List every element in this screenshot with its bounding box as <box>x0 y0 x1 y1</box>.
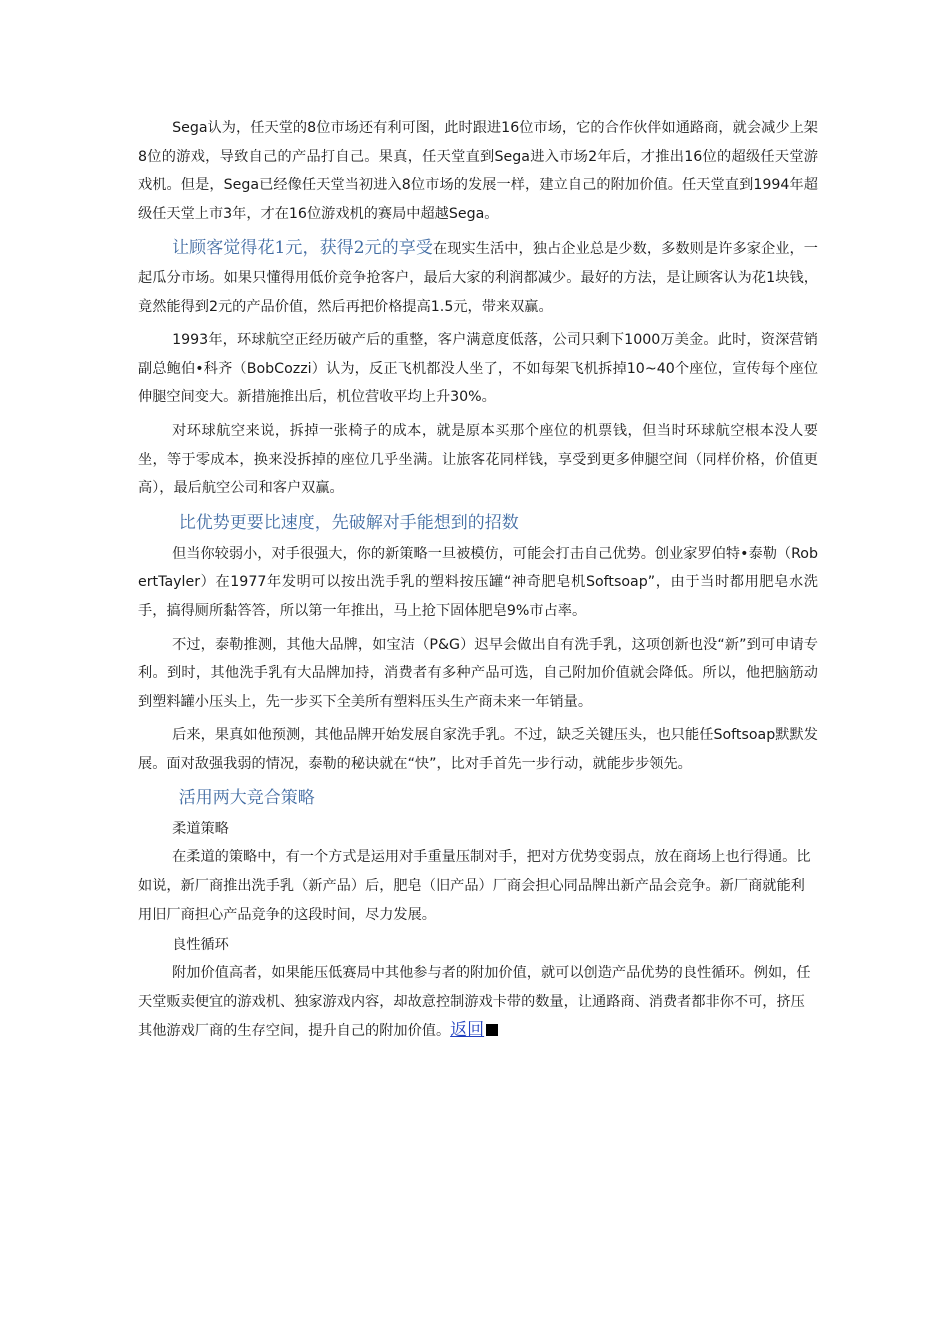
end-square-icon <box>486 1024 498 1036</box>
paragraph-softsoap-result: 后来，果真如他预测，其他品牌开始发展自家洗手乳。不过，缺乏关键压头，也只能任Softsoap默默发展。面对敌强我弱的情况，泰勒的秘诀就在“快”，比对手首先一步行动，就能步步领先。 <box>138 727 818 772</box>
section-heading-speed: 比优势更要比速度，先破解对手能想到的招数 <box>178 512 519 533</box>
paragraph-softsoap: 但当你较弱小，对手很强大，你的新策略一旦被模仿，可能会打击自己优势。创业家罗伯特•泰勒（RobertTayler）在1977年发明可以按出洗手乳的塑料按压罐“神奇肥皂机Softsoap”，由于当时都用肥皂水洗手，搞得厕所黏答答，所以第一年推出，马上抢下固体肥皂9%市占率。 <box>138 545 818 619</box>
subheading-judo: 柔道策略 <box>172 821 229 838</box>
document-page <box>138 114 818 1048</box>
paragraph-virtuous-cycle-body: 附加价值高者，如果能压低赛局中其他参与者的附加价值，就可以创造产品优势的良性循环。例如，任天堂贩卖便宜的游戏机、独家游戏内容，却故意控制游戏卡带的数量，让通路商、消费者都非你不可，挤压其他游戏厂商的生存空间，提升自己的附加价值。 <box>138 965 811 1040</box>
paragraph-twa: 1993年，环球航空正经历破产后的重整，客户满意度低落，公司只剩下1000万美金。此时，资深营销副总鲍伯•科齐（BobCozzi）认为，反正飞机都没人坐了，不如每架飞机拆掉10~40个座位，宣传每个座位伸腿空间变大。新措施推出后，机位营收平均上升30%。 <box>138 332 818 406</box>
paragraph-judo: 在柔道的策略中，有一个方式是运用对手重量压制对手，把对方优势变弱点，放在商场上也行得通。比如说，新厂商推出洗手乳（新产品）后，肥皂（旧产品）厂商会担心同品牌出新产品会竞争。新厂商就能利用旧厂商担心产品竞争的这段时间，尽力发展。 <box>138 849 811 923</box>
paragraph-twa-cost: 对环球航空来说，拆掉一张椅子的成本，就是原本买那个座位的机票钱，但当时环球航空根本没人要坐，等于零成本，换来没拆掉的座位几乎坐满。让旅客花同样钱，享受到更多伸腿空间（同样价格，价值更高），最后航空公司和客户双赢。 <box>138 422 818 497</box>
section-heading-value: 让顾客觉得花1元，获得2元的享受 <box>172 238 433 259</box>
paragraph-value-body: 在现实生活中，独占企业总是少数，多数则是许多家企业，一起瓜分市场。如果只懂得用低价竞争抢客户，最后大家的利润都减少。最好的方法，是让顾客认为花1块钱，竟然能得到2元的产品价值，然后再把价格提高1.5元，带来双赢。 <box>138 241 818 315</box>
paragraph-value-perception <box>138 233 818 321</box>
back-link[interactable]: 返回 <box>450 1020 485 1041</box>
paragraph-virtuous-cycle <box>138 959 818 1046</box>
paragraph-pg: 不过，泰勒推测，其他大品牌，如宝洁（P&G）迟早会做出自有洗手乳，这项创新也没“新”到可申请专利。到时，其他洗手乳有大品牌加持，消费者有多种产品可选，自己附加价值就会降低。所以，他把脑筋动到塑料罐小压头上，先一步买下全美所有塑料压头生产商未来一年销量。 <box>138 636 818 710</box>
paragraph-sega: Sega认为，任天堂的8位市场还有利可图，此时跟进16位市场，它的合作伙伴如通路商，就会减少上架8位的游戏，导致自己的产品打自己。果真，任天堂直到Sega进入市场2年后，才推出16位的超级任天堂游戏机。但是，Sega已经像任天堂当初进入8位市场的发展一样，建立自己的附加价值。任天堂直到1994年超级任天堂上市3年，才在16位游戏机的赛局中超越Sega。 <box>138 120 818 222</box>
subheading-virtuous-cycle: 良性循环 <box>172 937 229 954</box>
section-heading-strategies: 活用两大竞合策略 <box>178 788 315 809</box>
